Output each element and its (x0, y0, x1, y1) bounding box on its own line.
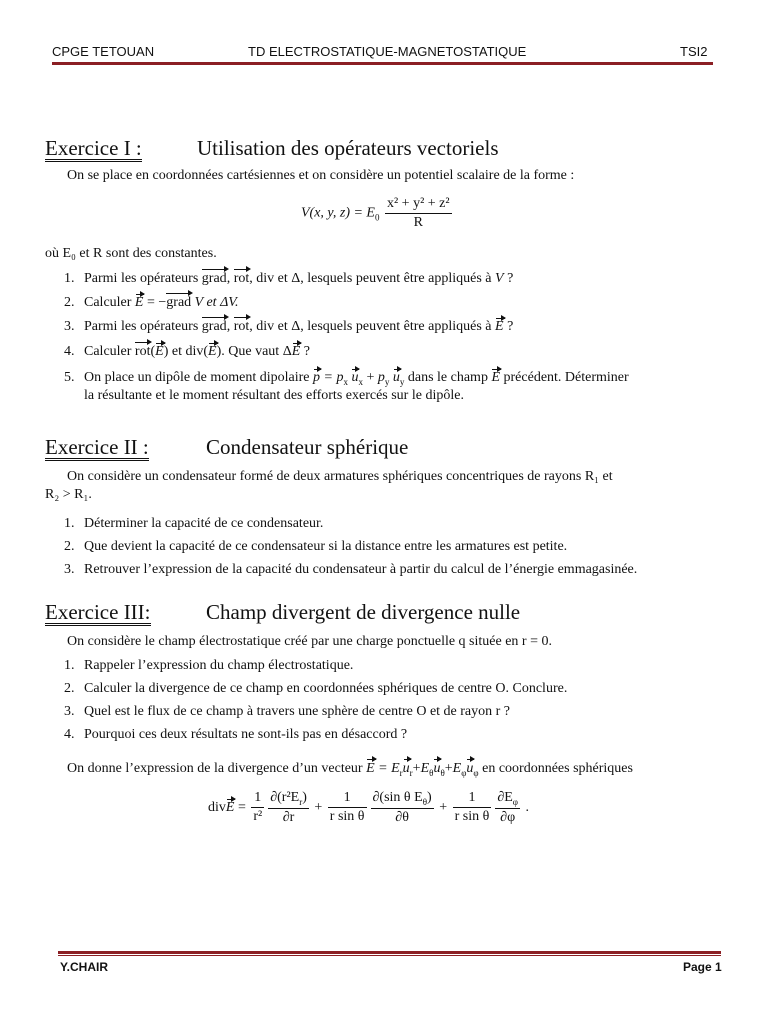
vector-e: E (208, 344, 217, 359)
frac-1-num: 1 (251, 790, 264, 808)
ex1-after: où E₀ et R sont des constantes. (45, 246, 217, 261)
frac-4-num-text: ∂(sin θ E (372, 790, 423, 805)
ex3-item-1-number: 1. (64, 658, 75, 673)
ex3-title: Champ divergent de divergence nulle (206, 600, 521, 624)
ex1-item-4-text-a: Calculer (84, 344, 135, 359)
ex1-formula-den: R (413, 215, 423, 230)
ex1-item-2 (84, 295, 239, 311)
rot-operator: rot (233, 319, 250, 334)
ex1-item-4: Calculer rot(E) et div(E). Que vaut ΔE ? (84, 344, 310, 359)
ex2-item-2-number: 2. (64, 539, 75, 554)
ex1-item-1-text-d: ? (503, 271, 514, 286)
vector-e: E (366, 761, 375, 776)
ex3-note-text-a: On donne l’expression de la divergence d’un vecteur (67, 761, 367, 776)
frac-5-num: 1 (453, 790, 492, 808)
ex2-item-1-number: 1. (64, 516, 75, 531)
vector-e: E (134, 295, 144, 310)
ex1-formula-lhs: V(x, y, z) = E (301, 205, 375, 221)
ex3-item-4: Pourquoi ces deux résultats ne sont-ils pas en désaccord ? (84, 727, 408, 742)
ex1-item-1: Parmi les opérateurs grad, rot, div et Δ, lesquels peuvent être appliqués à V ? (84, 271, 514, 286)
footer-author: Y.CHAIR (60, 960, 109, 974)
page-header (52, 44, 712, 62)
ex1-item-3: Parmi les opérateurs grad, rot, div et Δ, lesquels peuvent être appliqués à E ? (84, 319, 514, 334)
frac-2-num: $\partial(r^2E_r)$ (270, 790, 307, 807)
div-lhs: div (208, 800, 226, 816)
grad-operator: grad (201, 271, 227, 286)
ex3-item-3: Quel est le flux de ce champ à travers une sphère de centre O et de rayon r ? (84, 704, 511, 719)
ex3-item-1: Rappeler l’expression du champ électrostatique. (84, 658, 354, 673)
frac-5-den: r sin θ (454, 809, 490, 825)
grad-operator: grad (166, 295, 192, 310)
frac-3-num: 1 (328, 790, 367, 808)
ex1-item-5: On place un dipôle de moment dipolaire $p = p_x$ $u_x + p_y$ $u_y$ dans le champ E précédent. Déterminer (84, 370, 629, 387)
ex2-label: Exercice II : (45, 435, 149, 459)
frac-4-num: ∂(sin θ $E_\theta$) (372, 790, 432, 807)
ex1-intro: On se place en coordonnées cartésiennes et on considère un potentiel scalaire de la forme : (67, 168, 575, 183)
vector-e: E (155, 344, 164, 359)
header-rule (52, 62, 713, 65)
header-class: TSI2 (680, 44, 708, 59)
ex3-note: On donne l’expression de la divergence d’un vecteur $E = E_ru_r+E_\theta u_\theta+E_\varphi u_\varphi$ en coordonnées sphériques (67, 761, 633, 778)
ex1-item-4-number: 4. (64, 344, 75, 359)
ex1-item-5-text-a: On place un dipôle de moment dipolaire (84, 370, 313, 385)
divergence-formula: divE = $\frac{1}{\text{r²}}$ $\frac{\partial(r^2E_r)}{\partial r}$ + $\frac{1}{\text{r sin θ}}$ $\frac{\partial(\sin \theta E_\theta)}{\partial\theta}$ + $\frac{1}{\text{r sin θ}}$ $\frac{\partial E_\varphi}{\partial\varphi}$ . (208, 790, 529, 825)
ex2-intro-line-1: On considère un condensateur formé de deux armatures sphériques concentriques de rayons R₁ et (67, 469, 613, 484)
ex1-item-3-text-a: Parmi les opérateurs (84, 319, 202, 334)
vector-e: E (491, 370, 501, 385)
ex2-item-3-number: 3. (64, 562, 75, 577)
ex2-heading (45, 435, 409, 461)
ex1-item-2-text-a: Calculer (84, 295, 135, 310)
vector-e: E (495, 319, 504, 334)
ex1-item-1-text-b: , div et Δ, lesquels peuvent être appliqués à (249, 271, 496, 286)
frac-6-den: ∂φ (500, 809, 516, 825)
header-title: TD ELECTROSTATIQUE-MAGNETOSTATIQUE (248, 44, 527, 59)
ex3-intro: On considère le champ électrostatique créé par une charge ponctuelle q située en r = 0. (67, 634, 552, 649)
ex1-item-3-number: 3. (64, 319, 75, 334)
ex1-item-4-text-d: ? (300, 344, 310, 359)
ex1-heading (45, 136, 499, 162)
ex3-item-2-number: 2. (64, 681, 75, 696)
vector-p: p (313, 370, 320, 385)
ex3-item-3-number: 3. (64, 704, 75, 719)
unit-vector-uphi: u (466, 761, 474, 776)
ex3-note-text-b: = E (374, 761, 400, 776)
frac-1-den: r² (253, 809, 263, 825)
vector-e: E (225, 800, 235, 816)
ex3-heading (45, 600, 521, 626)
ex2-item-2: Que devient la capacité de ce condensateur si la distance entre les armatures est petite. (84, 539, 568, 554)
footer-rule (58, 951, 721, 954)
ex3-note-text-c: en coordonnées sphériques (478, 761, 633, 776)
ex1-item-5-number: 5. (64, 370, 75, 385)
ex2-item-1: Déterminer la capacité de ce condensateur. (84, 516, 324, 531)
ex1-formula-num: x² + y² + z² (385, 196, 452, 214)
frac-6-num-text: ∂E (497, 790, 513, 805)
ex2-intro-line-2: R₂ > R₁. (45, 487, 92, 502)
grad-operator: grad (201, 319, 227, 334)
ex1-item-1-text-a: Parmi les opérateurs (84, 271, 202, 286)
ex1-title: Utilisation des opérateurs vectoriels (197, 136, 499, 160)
ex2-item-3: Retrouver l’expression de la capacité du condensateur à partir du calcul de l’énergie emmagasinée. (84, 562, 638, 577)
ex1-item-5-line-2: la résultante et le moment résultant des efforts exercés sur le dipôle. (84, 388, 464, 403)
frac-2-den: ∂r (282, 809, 295, 825)
ex1-item-1-number: 1. (64, 271, 75, 286)
ex1-item-1-text-c: V (495, 271, 504, 286)
frac-6-num: $\partial E_\varphi$ (497, 790, 518, 807)
unit-vector-utheta: u (433, 761, 441, 776)
footer-page-number: Page 1 (683, 960, 722, 974)
ex3-item-2: Calculer la divergence de ce champ en coordonnées sphériques de centre O. Conclure. (84, 681, 568, 696)
rot-operator: rot (134, 344, 151, 359)
frac-2-num-text: ∂(r²E (270, 790, 300, 805)
footer-rule-thin (58, 955, 721, 956)
unit-vector-ur: u (402, 761, 410, 776)
unit-vector-ux: u (351, 370, 359, 385)
unit-vector-uy: u (392, 370, 400, 385)
ex1-item-3-text-b: , div et Δ, lesquels peuvent être appliqués à (249, 319, 496, 334)
ex1-formula: V(x, y, $z) = E_0$ $\frac{\text{x² + y² + z²}}{R}$ (301, 196, 450, 230)
ex1-item-4-text-b: ) et div( (163, 344, 209, 359)
ex1-item-4-text-c: ). Que vaut Δ (216, 344, 292, 359)
header-school: CPGE TETOUAN (52, 44, 155, 59)
ex1-item-2-text-c: V et ΔV. (194, 295, 239, 310)
ex1-item-5-text-b: = p (320, 370, 344, 385)
ex1-item-2-text-b: = − (143, 295, 167, 310)
ex1-item-5-text-c: dans le champ (404, 370, 492, 385)
ex1-item-3-text-d: ? (503, 319, 514, 334)
frac-4-den: ∂θ (395, 809, 409, 825)
ex1-item-5-text-d: précédent. Déterminer (500, 370, 629, 385)
ex1-item-2-number: 2. (64, 295, 75, 310)
ex3-item-4-number: 4. (64, 727, 75, 742)
ex2-title: Condensateur sphérique (206, 435, 409, 459)
frac-3-den: r sin θ (329, 809, 365, 825)
ex3-label: Exercice III: (45, 600, 151, 624)
rot-operator: rot (233, 271, 250, 286)
vector-e: E (291, 344, 301, 359)
ex1-label: Exercice I : (45, 136, 142, 160)
